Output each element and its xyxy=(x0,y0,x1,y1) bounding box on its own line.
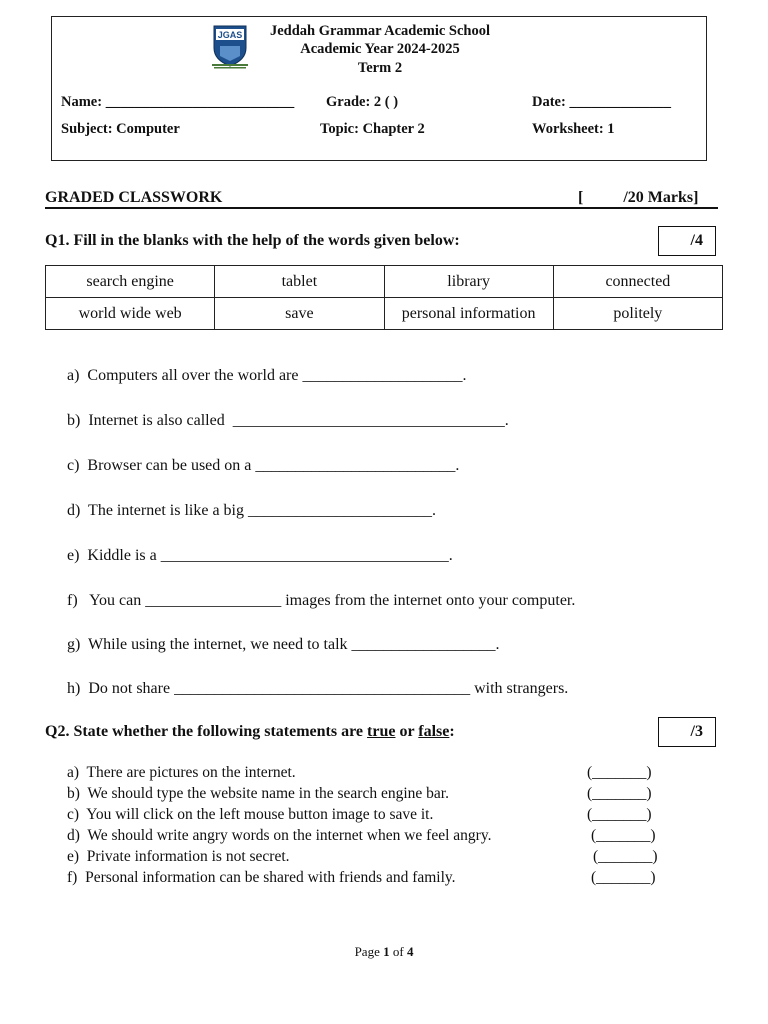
word-cell: world wide web xyxy=(46,298,215,330)
q1-item-h[interactable]: h) Do not share _____________________________________ with strangers. xyxy=(67,680,569,697)
q2-title-mid: or xyxy=(395,723,419,740)
worksheet-label: Worksheet: 1 xyxy=(532,121,615,137)
word-cell: politely xyxy=(553,298,722,330)
q2-item-a: a) There are pictures on the internet. xyxy=(67,764,296,781)
academic-year: Academic Year 2024-2025 xyxy=(300,41,460,57)
word-bank-row xyxy=(46,266,723,298)
section-title: GRADED CLASSWORK xyxy=(45,189,223,206)
q2-item-b: b) We should type the website name in the search engine bar. xyxy=(67,785,449,802)
q2-score-box[interactable]: /3 xyxy=(658,717,716,747)
q2-title-post: : xyxy=(449,723,455,740)
topic-label: Topic: Chapter 2 xyxy=(320,121,425,137)
page-total: 4 xyxy=(406,944,414,959)
word-cell: library xyxy=(384,266,553,298)
q1-score-box[interactable]: /4 xyxy=(658,226,716,256)
q2-item-c: c) You will click on the left mouse button image to save it. xyxy=(67,806,434,823)
subject-label: Subject: Computer xyxy=(61,121,180,137)
q2-answer-e[interactable]: (_______) xyxy=(593,848,658,865)
word-cell: personal information xyxy=(384,298,553,330)
q1-item-g[interactable]: g) While using the internet, we need to talk __________________. xyxy=(67,636,500,653)
q2-title-true: true xyxy=(367,723,396,740)
q2-answer-d[interactable]: (_______) xyxy=(591,827,656,844)
word-bank-table xyxy=(45,265,723,330)
q1-item-a[interactable]: a) Computers all over the world are ____________________. xyxy=(67,367,467,384)
page-of: of xyxy=(389,944,407,959)
q1-item-b[interactable]: b) Internet is also called __________________________________. xyxy=(67,412,509,429)
word-cell: search engine xyxy=(46,266,215,298)
section-divider xyxy=(45,207,718,209)
q1-item-c[interactable]: c) Browser can be used on a _________________________. xyxy=(67,457,460,474)
term: Term 2 xyxy=(357,60,403,76)
page-footer xyxy=(0,944,768,960)
q2-item-e: e) Private information is not secret. xyxy=(67,848,290,865)
q2-item-d: d) We should write angry words on the internet when we feel angry. xyxy=(67,827,492,844)
q2-title-pre: Q2. State whether the following statements are xyxy=(45,723,368,740)
word-cell: tablet xyxy=(215,266,384,298)
grade-field[interactable]: Grade: 2 ( ) xyxy=(326,94,399,110)
q2-title-false: false xyxy=(418,723,450,740)
q2-answer-b[interactable]: (_______) xyxy=(587,785,652,802)
page-number: 1 xyxy=(383,944,390,959)
logo-text: JGAS xyxy=(217,30,243,40)
q2-item-f: f) Personal information can be shared with friends and family. xyxy=(67,869,456,886)
school-name: Jeddah Grammar Academic School xyxy=(269,23,491,39)
q2-answer-a[interactable]: (_______) xyxy=(587,764,652,781)
word-cell: connected xyxy=(553,266,722,298)
q2-answer-f[interactable]: (_______) xyxy=(591,869,656,886)
total-marks: [ /20 Marks] xyxy=(578,189,699,206)
q1-title: Q1. Fill in the blanks with the help of the words given below: xyxy=(45,232,460,249)
word-bank-row xyxy=(46,298,723,330)
q2-answer-c[interactable]: (_______) xyxy=(587,806,652,823)
q2-title xyxy=(45,723,455,741)
page-label: Page xyxy=(354,944,384,959)
q1-item-d[interactable]: d) The internet is like a big _______________________. xyxy=(67,502,436,519)
word-cell: save xyxy=(215,298,384,330)
date-field[interactable]: Date: ______________ xyxy=(532,94,671,110)
q1-item-e[interactable]: e) Kiddle is a ____________________________________. xyxy=(67,547,453,564)
q1-item-f[interactable]: f) You can _________________ images from the internet onto your computer. xyxy=(67,592,576,609)
name-field[interactable]: Name: __________________________ xyxy=(61,94,295,110)
